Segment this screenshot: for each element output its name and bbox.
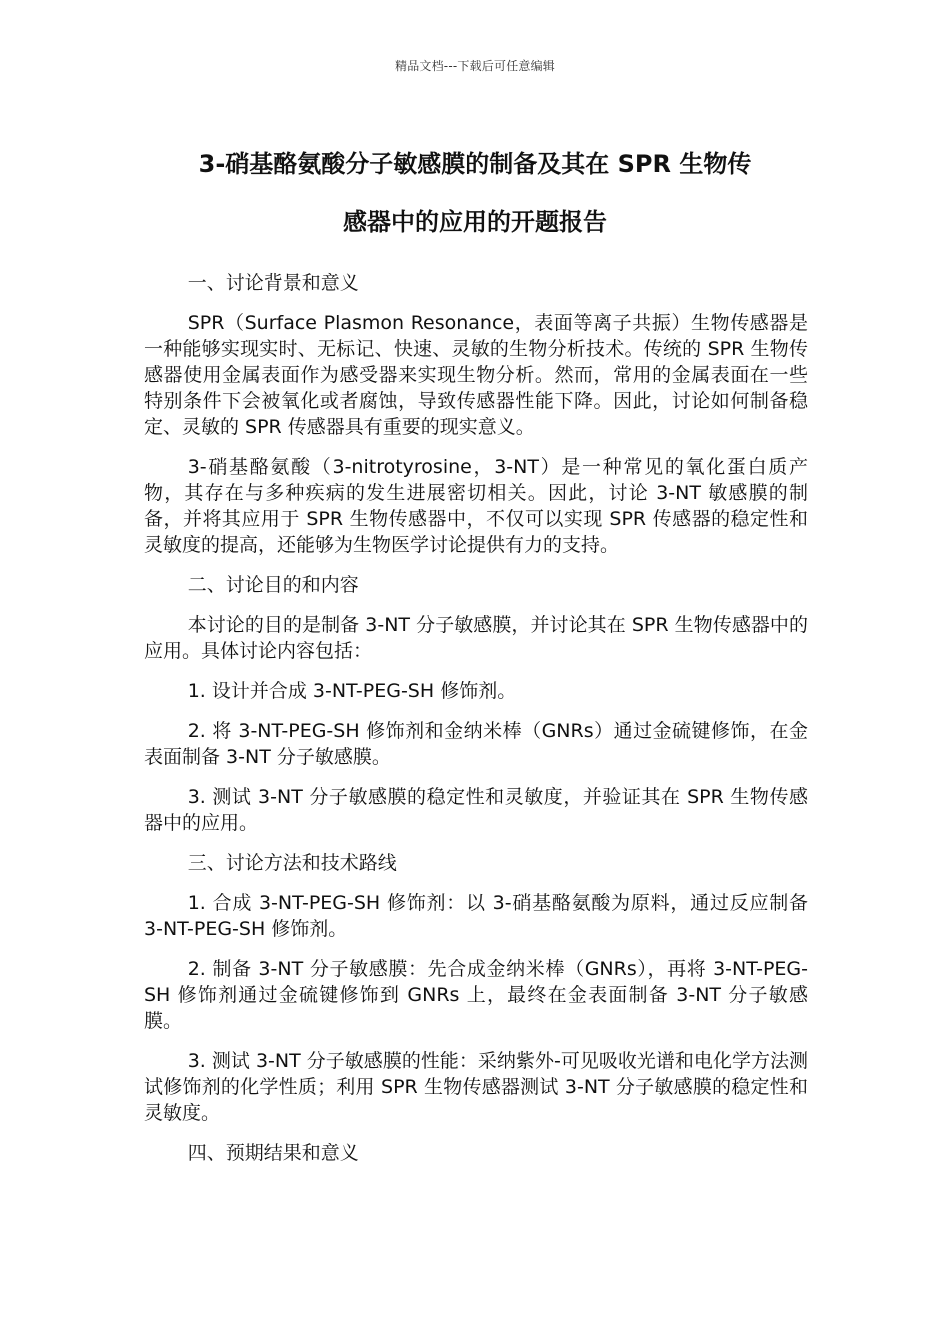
list-item-method-3: 3. 测试 3-NT 分子敏感膜的性能：采纳紫外-可见吸收光谱和电化学方法测试修饰剂的化学性质；利用 SPR 生物传感器测试 3-NT 分子敏感膜的稳定性和灵敏度。 bbox=[144, 1050, 808, 1124]
section-heading-methods: 三、讨论方法和技术路线 bbox=[187, 852, 397, 874]
list-item-content-1: 1. 设计并合成 3-NT-PEG-SH 修饰剂。 bbox=[187, 680, 517, 702]
document-title bbox=[120, 135, 830, 251]
paragraph-3nt-intro: 3-硝基酪氨酸（3-nitrotyrosine，3-NT）是一种常见的氧化蛋白质产物，其存在与多种疾病的发生进展密切相关。因此，讨论 3-NT 敏感膜的制备，并将其应用于 SPR 生物传感器中，不仅可以实现 SPR 传感器的稳定性和灵敏度的提高，还能够为生物医学讨论提供有力的支持。 bbox=[144, 456, 808, 556]
paragraph-spr-intro: SPR（Surface Plasmon Resonance，表面等离子共振）生物传感器是一种能够实现实时、无标记、快速、灵敏的生物分析技术。传统的 SPR 生物传感器使用金属表面作为感受器来实现生物分析。然而，常用的金属表面在一些特别条件下会被氧化或者腐蚀，导致传感器性能下降。因此，讨论如何制备稳定、灵敏的 SPR 传感器具有重要的现实意义。 bbox=[144, 312, 808, 438]
list-item-method-1: 1. 合成 3-NT-PEG-SH 修饰剂：以 3-硝基酪氨酸为原料，通过反应制备 3-NT-PEG-SH 修饰剂。 bbox=[144, 892, 808, 940]
section-heading-background: 一、讨论背景和意义 bbox=[187, 272, 359, 294]
list-item-method-2: 2. 制备 3-NT 分子敏感膜：先合成金纳米棒（GNRs），再将 3-NT-PEG-SH 修饰剂通过金硫键修饰到 GNRs 上，最终在金表面制备 3-NT 分子敏感膜。 bbox=[144, 958, 808, 1032]
document-body bbox=[144, 270, 808, 1180]
section-heading-expected-results: 四、预期结果和意义 bbox=[187, 1142, 359, 1164]
title-line-2: 感器中的应用的开题报告 bbox=[343, 208, 607, 236]
section-heading-purpose: 二、讨论目的和内容 bbox=[187, 574, 359, 596]
header-note: 精品文档---下载后可任意编辑 bbox=[395, 59, 555, 73]
title-line-1: 3-硝基酪氨酸分子敏感膜的制备及其在 SPR 生物传 bbox=[198, 150, 752, 178]
paragraph-purpose: 本讨论的目的是制备 3-NT 分子敏感膜，并讨论其在 SPR 生物传感器中的应用。具体讨论内容包括： bbox=[144, 614, 808, 662]
list-item-content-2: 2. 将 3-NT-PEG-SH 修饰剂和金纳米棒（GNRs）通过金硫键修饰，在金表面制备 3-NT 分子敏感膜。 bbox=[144, 720, 808, 768]
list-item-content-3: 3. 测试 3-NT 分子敏感膜的稳定性和灵敏度，并验证其在 SPR 生物传感器中的应用。 bbox=[144, 786, 808, 834]
